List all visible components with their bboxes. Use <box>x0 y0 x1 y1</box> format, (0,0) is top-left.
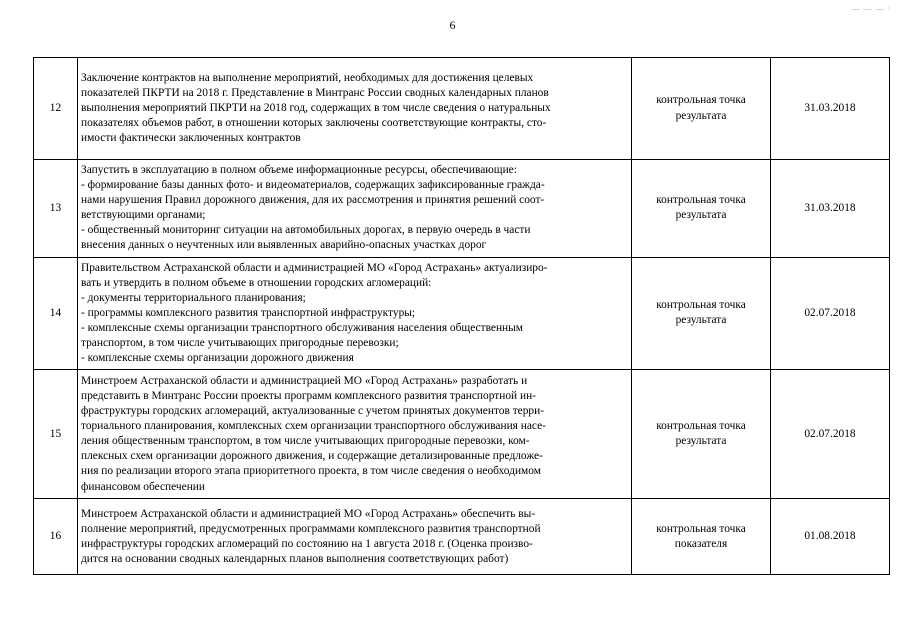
row-date: 31.03.2018 <box>771 160 890 258</box>
description-line: Запустить в эксплуатацию в полном объеме информационные ресурсы, обеспечивающие: <box>81 164 517 176</box>
row-number: 13 <box>34 160 78 258</box>
table-row <box>34 499 890 575</box>
description-line: нами нарушения Правил дорожного движения, для их рассмотрения и принятия решений соот- <box>81 194 545 207</box>
row-date: 02.07.2018 <box>771 370 890 499</box>
row-description <box>78 257 632 370</box>
description-line: - формирование базы данных фото- и видеоматериалов, содержащих зафиксированные гражда- <box>81 179 545 192</box>
row-description <box>78 370 632 499</box>
description-line: полнение мероприятий, предусмотренных программами комплексного развития транспортной <box>81 522 541 535</box>
table-row <box>34 257 890 370</box>
row-description <box>78 499 632 575</box>
description-line: внесения данных о неучтенных или выявленных аварийно-опасных участках дорог <box>81 239 487 252</box>
description-line: фраструктуры городских агломераций, актуализованные с учетом принятых документов терри- <box>81 405 545 418</box>
page-number: 6 <box>449 18 456 32</box>
description-line: инфраструктуры городских агломераций по состоянию на 1 августа 2018 г. (Оценка произво- <box>81 537 533 550</box>
description-line: - документы территориального планирования; <box>81 291 306 304</box>
row-checkpoint-type: контрольная точка результата <box>632 370 771 499</box>
description-line: транспортом, в том числе учитывающих пригородные перевозки; <box>81 337 399 350</box>
description-line: Минстроем Астраханской области и администрацией МО «Город Астрахань» разработать и <box>81 374 528 387</box>
row-description <box>78 58 632 160</box>
row-description <box>78 160 632 258</box>
row-checkpoint-type: контрольная точка результата <box>632 58 771 160</box>
scan-corner-marks: — — — · <box>851 4 891 13</box>
row-number: 14 <box>34 257 78 370</box>
description-line: - комплексные схемы организации дорожного движения <box>81 352 354 365</box>
table-row <box>34 58 890 160</box>
table-row <box>34 370 890 499</box>
row-date: 31.03.2018 <box>771 58 890 160</box>
description-line: вать и утвердить в полном объеме в отношении городских агломераций: <box>81 276 432 289</box>
description-line: ния по реализации второго этапа приоритетного проекта, в том числе сведения о необходимом <box>81 465 541 478</box>
description-line: - программы комплексного развития транспортной инфраструктуры; <box>81 306 416 319</box>
row-checkpoint-type: контрольная точка результата <box>632 160 771 258</box>
description-line: Минстроем Астраханской области и администрацией МО «Город Астрахань» обеспечить вы- <box>81 507 536 520</box>
row-number: 12 <box>34 58 78 160</box>
description-line: показателях объемов работ, в отношении которых заключены соответствующие контракты, сто- <box>81 117 547 130</box>
row-checkpoint-type: контрольная точка показателя <box>632 499 771 575</box>
table-row <box>34 160 890 258</box>
description-line: выполнения мероприятий ПКРТИ на 2018 год, содержащих в том числе сведения о натуральных <box>81 101 551 114</box>
description-line: показателей ПКРТИ на 2018 г. Представление в Минтранс России сводных календарных планов <box>81 86 549 99</box>
description-line: - общественный мониторинг ситуации на автомобильных дорогах, в первую очередь в части <box>81 224 531 237</box>
description-line: имости фактически заключенных контрактов <box>81 132 301 145</box>
row-checkpoint-type: контрольная точка результата <box>632 257 771 370</box>
row-number: 16 <box>34 499 78 575</box>
description-line: дится на основании сводных календарных планов выполнения соответствующих работ) <box>81 552 509 565</box>
plan-table <box>33 57 890 575</box>
row-date: 01.08.2018 <box>771 499 890 575</box>
row-number: 15 <box>34 370 78 499</box>
description-line: Заключение контрактов на выполнение мероприятий, необходимых для достижения целевых <box>81 71 534 84</box>
description-line: представить в Минтранс России проекты программ комплексного развития транспортной ин- <box>81 389 536 402</box>
description-line: Правительством Астраханской области и администрацией МО «Город Астрахань» актуализиро- <box>81 261 548 274</box>
description-line: ториального планирования, комплексных схем организации транспортного обслуживания насе- <box>81 420 546 433</box>
description-line: финансовом обеспечении <box>81 480 205 493</box>
description-line: ления общественным транспортом, в том числе учитывающих пригородные перевозки, ком- <box>81 435 530 448</box>
description-line: плексных схем организации дорожного движения, и содержащие детализированные предложе- <box>81 450 543 463</box>
row-date: 02.07.2018 <box>771 257 890 370</box>
description-line: - комплексные схемы организации транспортного обслуживания населения общественным <box>81 321 523 334</box>
description-line: ветствующими органами; <box>81 209 206 222</box>
